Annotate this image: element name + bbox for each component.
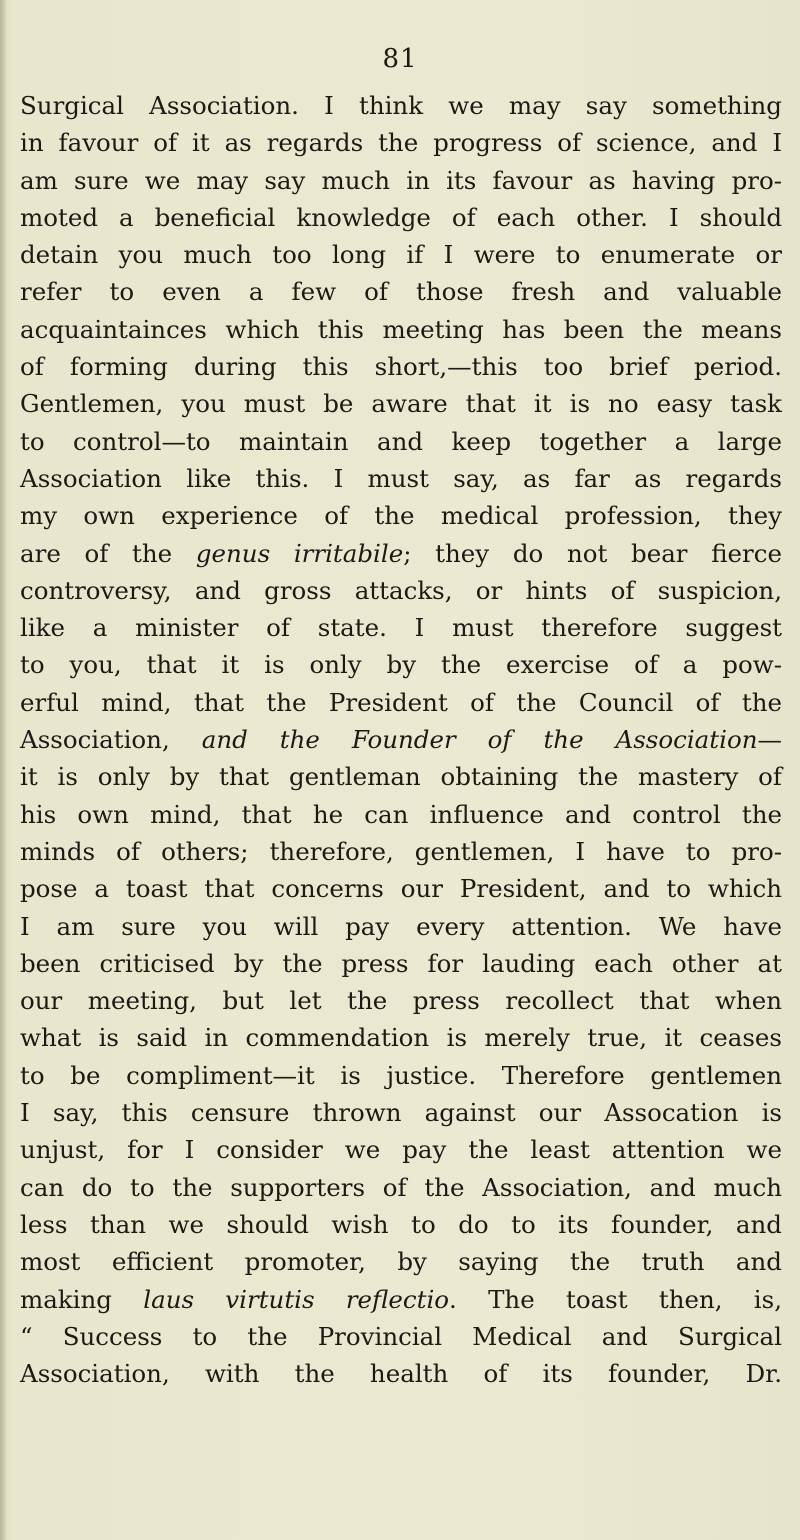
text-line: Surgical Association. I think we may say something — [20, 91, 782, 120]
text-line: are of the genus irritabile; they do not bear fierce — [20, 538, 782, 568]
body-text — [20, 87, 782, 1392]
text-line: in favour of it as regards the progress of science, and I — [20, 128, 782, 158]
text-line: refer to even a few of those fresh and valuable — [20, 277, 782, 307]
text-line: I am sure you will pay every attention. We have — [20, 911, 782, 941]
text-line: unjust, for I consider we pay the least attention we — [20, 1135, 782, 1165]
text-line: Association, and the Founder of the Association— — [20, 725, 782, 755]
text-line: it is only by that gentleman obtaining the mastery of — [20, 762, 782, 792]
text-line: most efficient promoter, by saying the truth and — [20, 1247, 782, 1277]
text-line: to control—to maintain and keep together a large — [20, 426, 782, 456]
text-line: Association, with the health of its founder, Dr. — [20, 1359, 782, 1389]
text-line: “ Success to the Provincial Medical and Surgical — [20, 1321, 782, 1351]
text-line: can do to the supporters of the Association, and much — [20, 1172, 782, 1202]
text-line: less than we should wish to do to its founder, and — [20, 1209, 782, 1239]
page-binding-edge — [0, 0, 6, 1540]
text-line: pose a toast that concerns our President, and to which — [20, 874, 782, 904]
text-line: moted a beneficial knowledge of each other. I should — [20, 202, 782, 232]
text-line: am sure we may say much in its favour as having pro- — [20, 165, 782, 195]
text-line: to be compliment—it is justice. Therefore gentlemen — [20, 1060, 782, 1090]
text-line: controversy, and gross attacks, or hints of suspicion, — [20, 575, 782, 605]
text-line: our meeting, but let the press recollect that when — [20, 986, 782, 1016]
italic-phrase: and the Founder of the Association — [201, 725, 758, 755]
text-line: Gentlemen, you must be aware that it is no easy task — [20, 389, 782, 419]
text-line: acquaintainces which this meeting has been the means — [20, 314, 782, 344]
text-line: Association like this. I must say, as far as regards — [20, 463, 782, 493]
text-line: of forming during this short,—this too brief period. — [20, 352, 782, 382]
text-line: to you, that it is only by the exercise of a pow- — [20, 650, 782, 680]
page-number: 81 — [382, 44, 418, 74]
text-line: like a minister of state. I must therefore suggest — [20, 613, 782, 643]
italic-phrase: laus virtutis reflectio — [143, 1284, 450, 1314]
text-line: my own experience of the medical profession, they — [20, 501, 782, 531]
text-line: minds of others; therefore, gentlemen, I have to pro- — [20, 836, 782, 866]
text-line: his own mind, that he can influence and control the — [20, 799, 782, 829]
text-line: detain you much too long if I were to enumerate or — [20, 240, 782, 270]
text-line: I say, this censure thrown against our Assocation is — [20, 1098, 782, 1128]
italic-phrase: genus irritabile — [195, 538, 404, 568]
text-line: what is said in commendation is merely true, it ceases — [20, 1023, 782, 1053]
text-line: erful mind, that the President of the Council of the — [20, 687, 782, 717]
text-line: been criticised by the press for lauding each other at — [20, 948, 782, 978]
text-line: making laus virtutis reflectio. The toast then, is, — [20, 1284, 782, 1314]
